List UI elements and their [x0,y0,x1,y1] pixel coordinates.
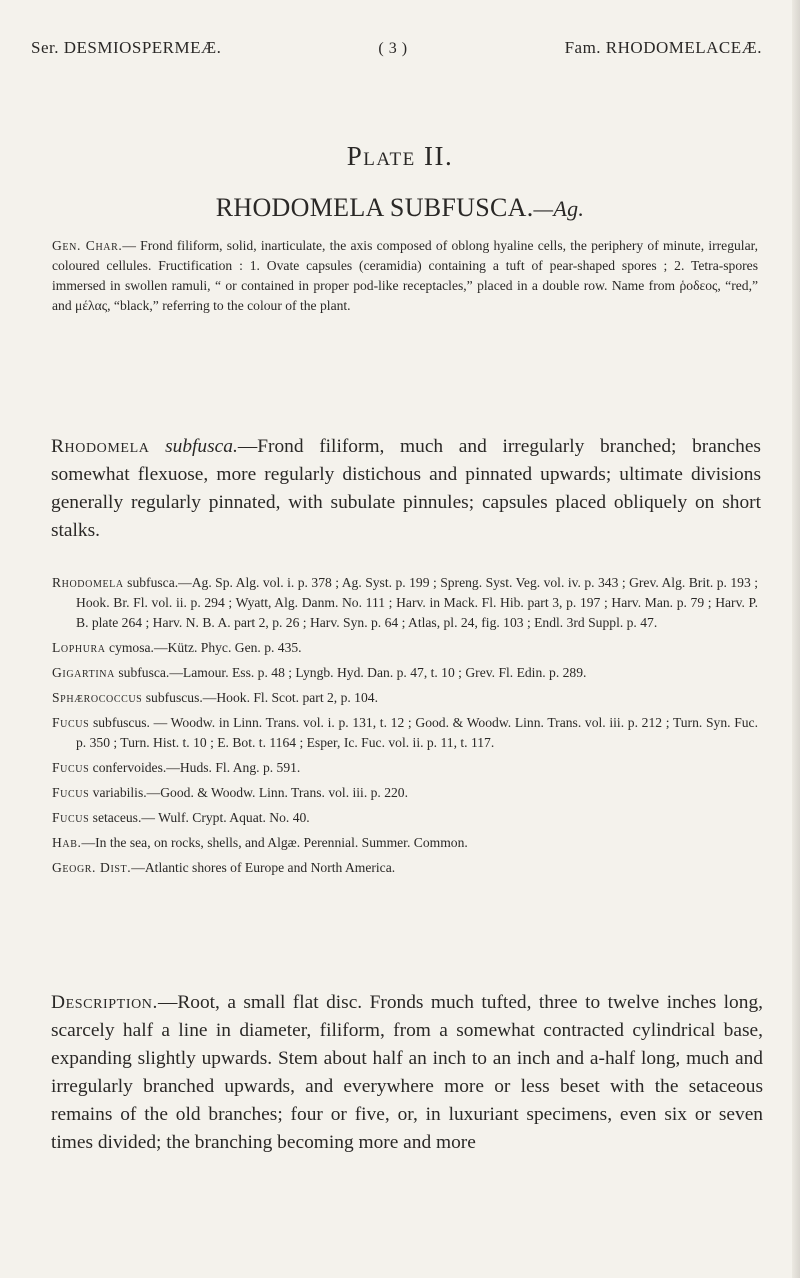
synonym-entry [52,638,758,658]
synonym-genus: Rhodomela [52,575,124,590]
distribution-text: —Atlantic shores of Europe and North America. [131,860,396,875]
synonymy-list [52,573,758,883]
synonym-text: subfusca.—Lamour. Ess. p. 48 ; Lyngb. Hyd. Dan. p. 47, t. 10 ; Grev. Fl. Edin. p. 289. [118,665,587,680]
synonym-genus: Gigartina [52,665,115,680]
diagnosis-genus: Rhodomela [51,436,150,457]
running-header [31,38,762,58]
synonym-text: cymosa.—Kütz. Phyc. Gen. p. 435. [109,640,302,655]
synonym-entry [52,713,758,753]
synonym-text: setaceus.— Wulf. Crypt. Aquat. No. 40. [92,810,310,825]
synonym-entry [52,688,758,708]
description-lead: Description. [51,992,158,1013]
synonym-entry [52,783,758,803]
page-number: ( 3 ) [378,40,408,57]
species-name: RHODOMELA SUBFUSCA. [215,193,534,222]
gen-char-text: — Frond filiform, solid, inarticulate, the axis composed of oblong hyaline cells, the periphery of minute, irregular, coloured cellules. Fructification : 1. Ovate capsules (ceramidia) containing a tuft of pear-shaped spores ; 2. Tetra-spores immersed in swollen ramuli, “ or contained in proper pod-like receptacles,” placed in a double row. Name from ῥοδεος, “red,” and μέλας, “black,” referring to the colour of the plant. [52,238,758,313]
synonym-entry [52,663,758,683]
header-series: Ser. DESMIOSPERMEÆ. [31,38,222,57]
synonym-entry [52,573,758,633]
habitat-entry [52,833,758,853]
synonym-text: subfuscus.—Hook. Fl. Scot. part 2, p. 104. [145,690,378,705]
synonym-text: subfuscus. — Woodw. in Linn. Trans. vol. i. p. 131, t. 12 ; Good. & Woodw. Linn. Trans. vol. iii. p. 212 ; Turn. Syn. Fuc. p. 350 ; Turn. Hist. t. 10 ; E. Bot. t. 1164 ; Esper, Ic. Fuc. vol. ii. p. 11, t. 117. [76,715,758,750]
diagnosis-species: subfusca. [165,436,238,457]
diagnosis-text: —Frond filiform, much and irregularly branched; branches somewhat flexuose, more regularly distichous and pinnated upwards; ultimate divisions generally regularly pinnated, with subulate pinnules; capsules placed obliquely on short stalks. [51,436,761,541]
habitat-text: —In the sea, on rocks, shells, and Algæ. Perennial. Summer. Common. [81,835,468,850]
synonym-genus: Sphærococcus [52,690,143,705]
plate-title: Plate II. [346,141,454,171]
synonym-entry [52,808,758,828]
gen-char-label: Gen. Char. [52,238,123,253]
species-author: —Ag. [533,196,585,221]
description-paragraph [51,989,763,1157]
species-title [0,193,800,223]
synonym-genus: Fucus [52,760,90,775]
species-diagnosis [51,433,761,545]
synonym-entry [52,758,758,778]
synonym-text: confervoides.—Huds. Fl. Ang. p. 591. [92,760,301,775]
habitat-label: Hab. [52,835,82,850]
header-family: Fam. RHODOMELACEÆ. [564,38,762,57]
synonym-genus: Fucus [52,810,90,825]
page-edge-shadow [792,0,800,1278]
synonym-text: subfusca.—Ag. Sp. Alg. vol. i. p. 378 ; Ag. Syst. p. 199 ; Spreng. Syst. Veg. vol. iv. p. 343 ; Grev. Alg. Brit. p. 193 ; Hook. Br. Fl. vol. ii. p. 294 ; Wyatt, Alg. Danm. No. 111 ; Harv. in Mack. Fl. Hib. part 3, p. 197 ; Harv. Man. p. 79 ; Harv. P. B. plate 264 ; Harv. N. B. A. part 2, p. 26 ; Harv. Syn. p. 64 ; Atlas, pl. 24, fig. 103 ; Endl. 3rd Suppl. p. 47. [76,575,759,630]
distribution-entry [52,858,758,878]
synonym-genus: Fucus [52,715,90,730]
distribution-label: Geogr. Dist. [52,860,132,875]
synonym-genus: Lophura [52,640,106,655]
description-text: —Root, a small flat disc. Fronds much tufted, three to twelve inches long, scarcely half a line in diameter, filiform, from a somewhat contracted cylindrical base, expanding slightly upwards. Stem about half an inch to an inch and a-half long, much and irregularly branched upwards, and everywhere more or less beset with the setaceous remains of the old branches; four or five, or, in luxuriant specimens, even six or seven times divided; the branching becoming more and more [51,992,763,1153]
synonym-text: variabilis.—Good. & Woodw. Linn. Trans. vol. iii. p. 220. [92,785,408,800]
generic-character [52,236,758,316]
synonym-genus: Fucus [52,785,90,800]
